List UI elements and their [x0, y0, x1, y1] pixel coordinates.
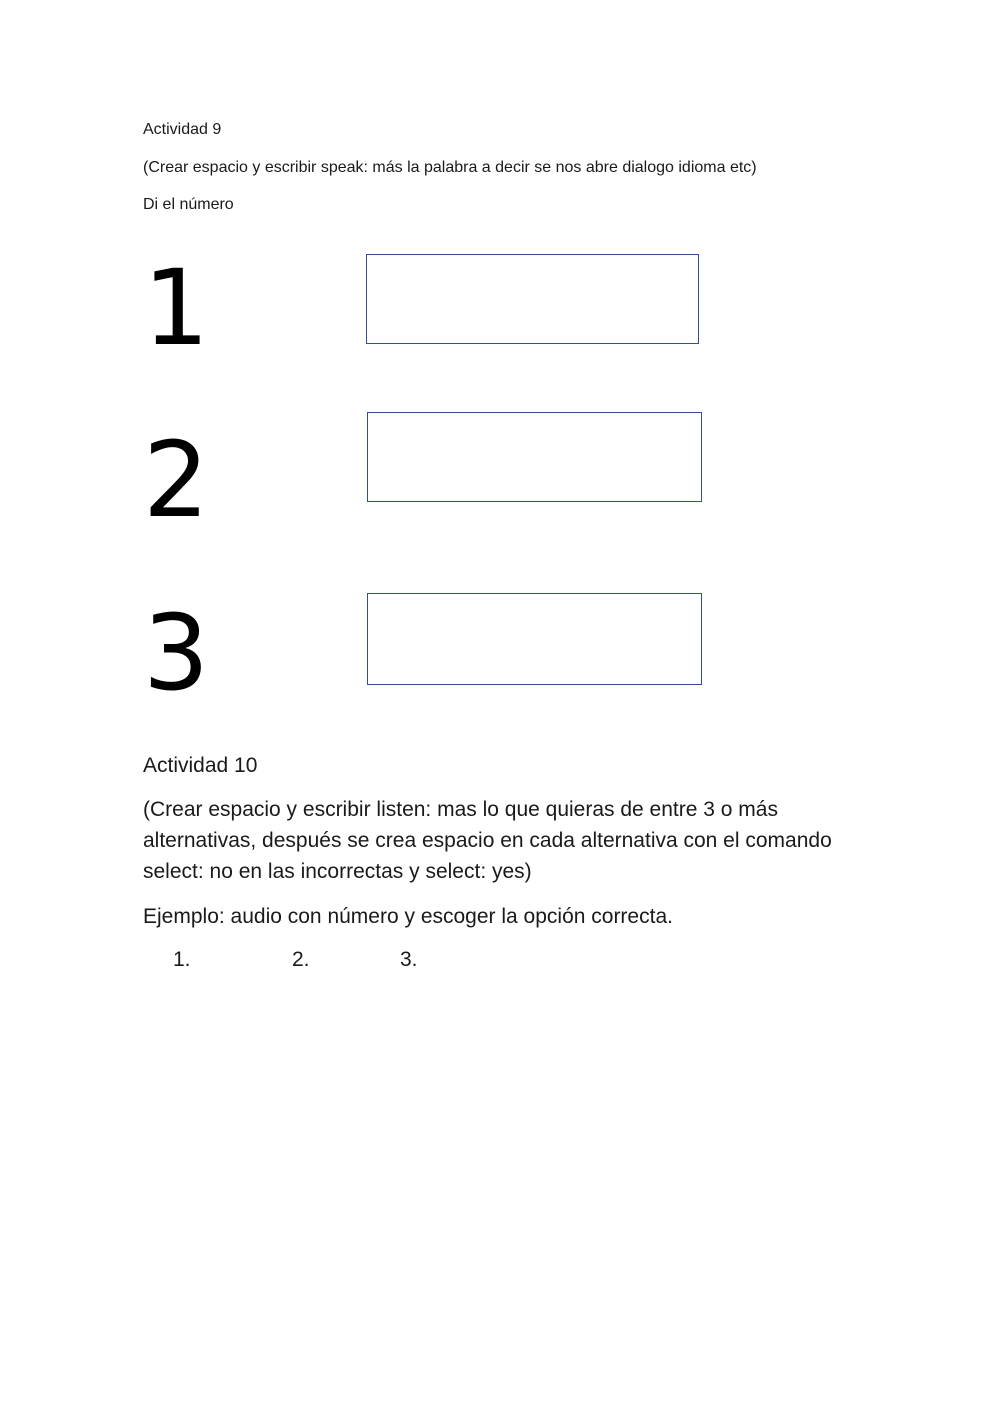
listen-option-2[interactable]: 2. — [292, 948, 310, 971]
speak-answer-box-2[interactable] — [367, 412, 702, 502]
speak-answer-box-1[interactable] — [366, 254, 699, 344]
number-1: 1 — [143, 247, 210, 369]
listen-option-1[interactable]: 1. — [173, 948, 191, 971]
number-3: 3 — [143, 592, 210, 714]
activity10-example: Ejemplo: audio con número y escoger la opción correcta. — [143, 905, 673, 928]
number-2: 2 — [143, 419, 210, 541]
activity9-instruction: (Crear espacio y escribir speak: más la palabra a decir se nos abre dialogo idioma etc) — [143, 159, 757, 176]
listen-option-3[interactable]: 3. — [400, 948, 418, 971]
activity9-prompt: Di el número — [143, 196, 234, 213]
activity9-title: Actividad 9 — [143, 121, 222, 138]
activity10-instruction: (Crear espacio y escribir listen: mas lo que quieras de entre 3 o más alternativas, después se crea espacio en cada alternativa con el comando select: no en las incorrectas y select: yes) — [143, 798, 832, 883]
speak-answer-box-3[interactable] — [367, 593, 702, 685]
activity10-title: Actividad 10 — [143, 754, 258, 777]
